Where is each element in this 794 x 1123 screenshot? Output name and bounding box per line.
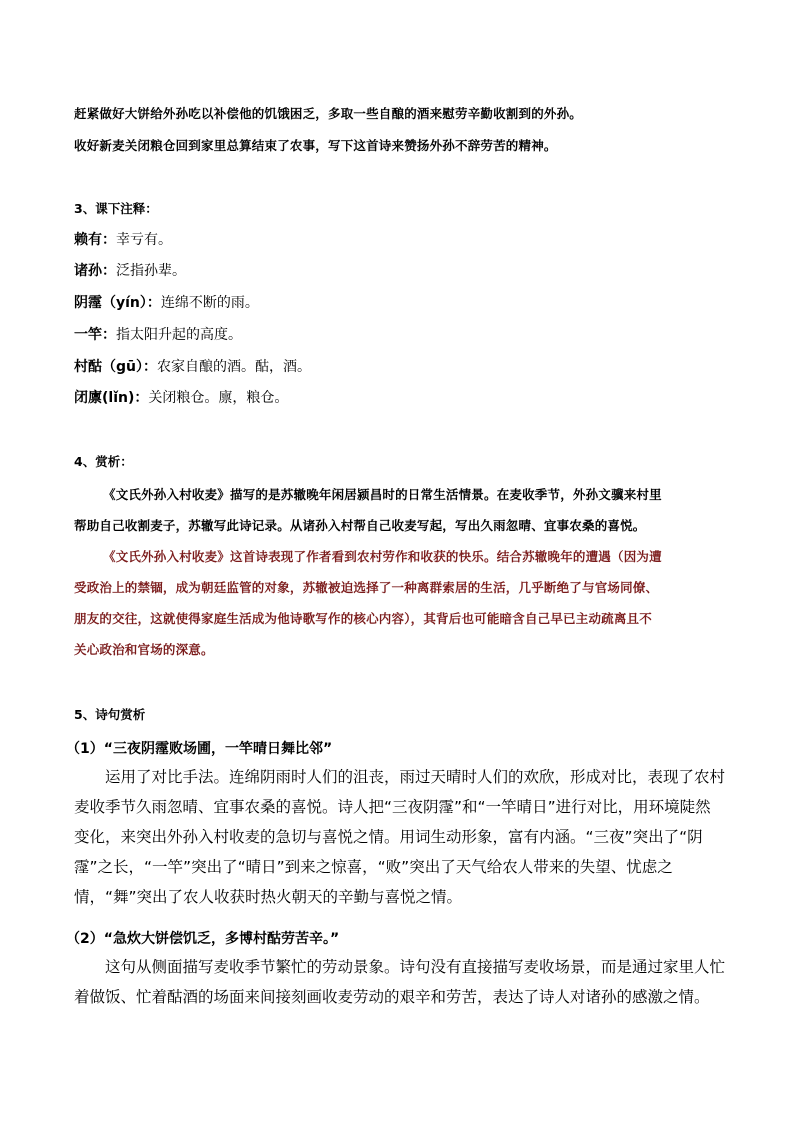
- note-item: [74, 260, 724, 280]
- note-term: 阴霪（yín）：: [74, 295, 161, 311]
- translation-line-1: 赶紧做好大饼给外孙吃以补偿他的饥饿困乏，多取一些自酿的酒来慰劳辛勤收割到的外孙。: [74, 106, 583, 121]
- note-definition: 关闭粮仓。廪，粮仓。: [148, 390, 289, 406]
- note-definition: 农家自酿的酒。酤，酒。: [157, 359, 311, 375]
- note-item: [74, 356, 724, 376]
- note-item: [74, 229, 724, 249]
- translation-line-2: 收好新麦关闭粮仓回到家里总算结束了农事，写下这首诗来赞扬外孙不辞劳苦的精神。: [74, 138, 557, 153]
- analysis-item-1-title: （1）“三夜阴霪败场圃，一竿晴日舞比邻”: [66, 741, 333, 757]
- note-item: [74, 387, 724, 407]
- appreciation-para2-line1: 《文氏外孙入村收麦》这首诗表现了作者看到农村劳作和收获的快乐。结合苏辙晚年的遭遇（因为遭: [103, 549, 662, 564]
- analysis-item-2-text: 这句从侧面描写麦收季节繁忙的劳动景象。诗句没有直接描写麦收场景，而是通过家里人忙着做饭、忙着酤酒的场面来间接刻画收麦劳动的艰辛和劳苦，表达了诗人对诸孙的感激之情。: [74, 958, 726, 1006]
- note-term: 闭廪(lǐn)：: [74, 390, 149, 406]
- note-item: [74, 292, 724, 312]
- section-heading-notes: 3、课下注释：: [74, 201, 158, 216]
- section-heading-line-analysis: 5、诗句赏析: [74, 707, 146, 722]
- note-definition: 幸亏有。: [116, 232, 172, 248]
- note-item: [74, 324, 724, 344]
- note-term: 村酤（gū）：: [74, 359, 157, 375]
- analysis-item-2-title: （2）“急炊大饼偿饥乏，多博村酤劳苦辛。”: [66, 931, 340, 947]
- section-heading-appreciation: 4、赏析：: [74, 454, 133, 469]
- note-definition: 连绵不断的雨。: [160, 295, 259, 311]
- note-term: 一竿：: [74, 327, 116, 343]
- appreciation-para2-line4: 关心政治和官场的深意。: [74, 642, 214, 657]
- note-term: 诸孙：: [74, 263, 116, 279]
- note-definition: 泛指孙辈。: [116, 263, 186, 279]
- note-definition: 指太阳升起的高度。: [116, 327, 242, 343]
- appreciation-para2-line2: 受政治上的禁锢，成为朝廷监管的对象，苏辙被迫选择了一种离群索居的生活，几乎断绝了与官场同僚、: [74, 580, 659, 595]
- appreciation-para1-line2: 帮助自己收割麦子，苏辙写此诗记录。从诸孙入村帮自己收麦写起，写出久雨忽晴、宜事农桑的喜悦。: [74, 518, 646, 533]
- appreciation-para2-line3: 朋友的交往，这就使得家庭生活成为他诗歌写作的核心内容），其背后也可能暗含自己早已主动疏离且不: [74, 611, 652, 626]
- analysis-item-1-text: 运用了对比手法。连绵阴雨时人们的沮丧，雨过天晴时人们的欢欣，形成对比，表现了农村麦收季节久雨忽晴、宜事农桑的喜悦。诗人把“三夜阴霪”和“一竿晴日”进行对比，用环境陡然变化，来突出外孙入村收麦的急切与喜悦之情。用词生动形象，富有内涵。“三夜”突出了“阴霪”之长，“一竿”突出了“晴日”到来之惊喜，“败”突出了天气给农人带来的失望、忧虑之情，“舞”突出了农人收获时热火朝天的辛勤与喜悦之情。: [74, 768, 726, 906]
- note-term: 赖有：: [74, 232, 116, 248]
- appreciation-para1-line1: 《文氏外孙入村收麦》描写的是苏辙晚年闲居颍昌时的日常生活情景。在麦收季节，外孙文骥来村里: [103, 487, 662, 502]
